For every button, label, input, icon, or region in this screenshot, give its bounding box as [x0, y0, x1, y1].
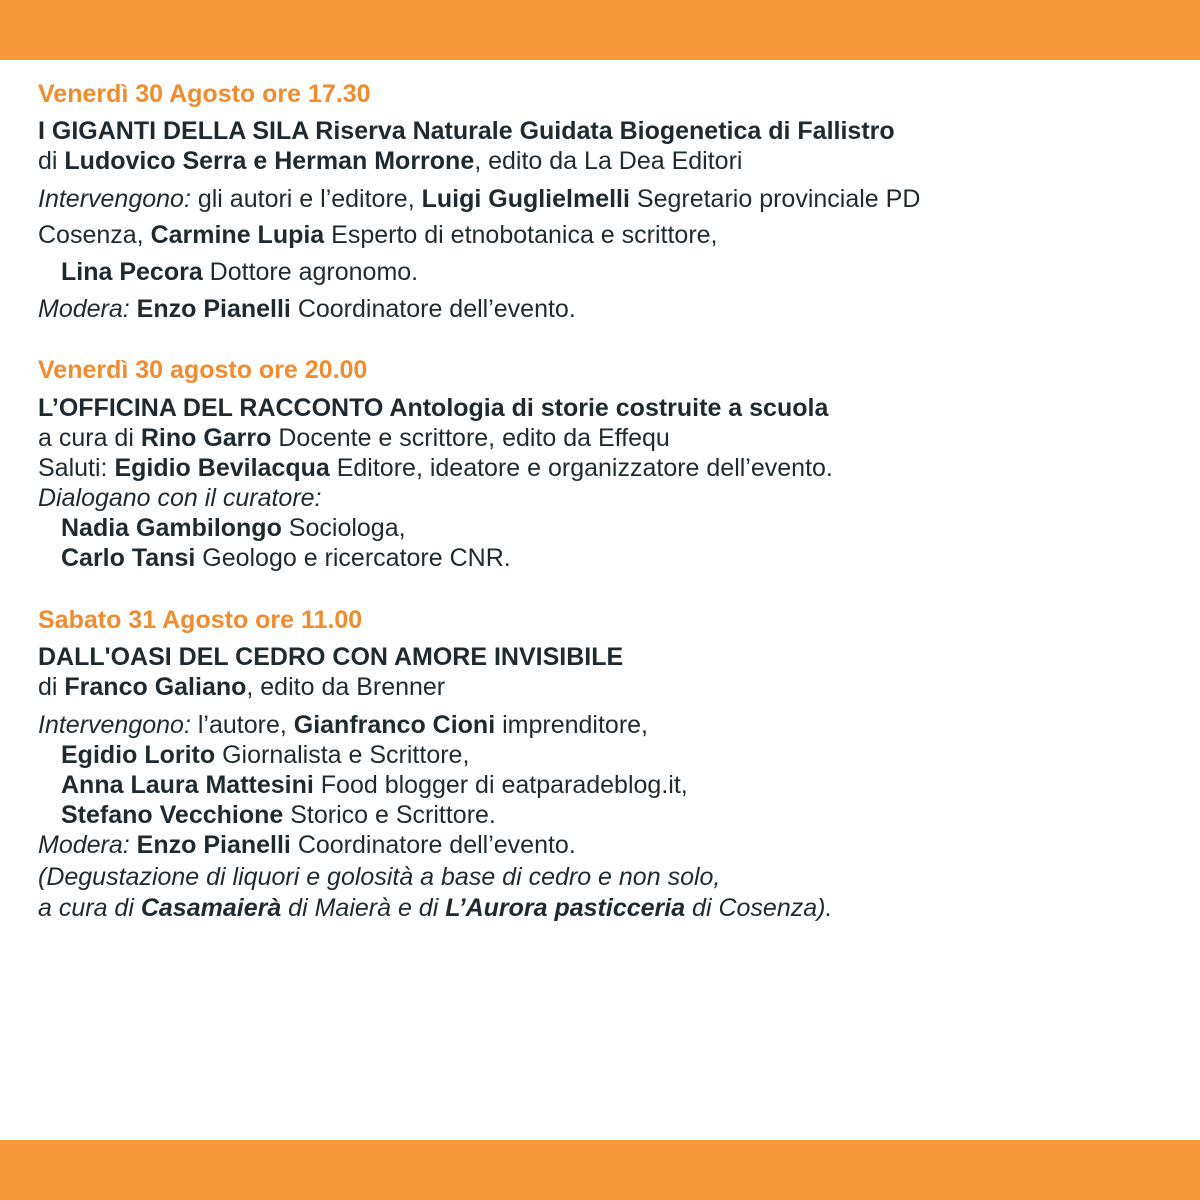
event2-dialogue-text: Dialogano con il curatore: — [38, 484, 322, 512]
event1-speaker2-name: Carmine Lupia — [150, 221, 325, 249]
event2-greetings-name: Egidio Bevilacqua — [114, 454, 330, 482]
event1-publisher: , edito da La Dea Editori — [474, 147, 743, 175]
event3-speaker3-role: Food blogger di eatparadeblog.it, — [313, 771, 688, 799]
event1-moderator-role: Coordinatore dell’evento. — [290, 295, 576, 323]
event3-moderator-label: Modera: — [38, 831, 130, 859]
event3-speaker3-name: Anna Laura Mattesini — [61, 771, 314, 799]
event1-title-text: I GIGANTI DELLA SILA Riserva Naturale Guidata Biogenetica di Fallistro — [38, 117, 895, 145]
event3-speakers-intro: l’autore, — [190, 711, 294, 739]
event2-guest2-role: Geologo e ricercatore CNR. — [195, 544, 511, 572]
event2-date: Venerdì 30 agosto ore 20.00 — [38, 356, 368, 384]
event2-title — [38, 393, 828, 423]
event1-authors-line — [38, 146, 742, 176]
event3-date: Sabato 31 Agosto ore 11.00 — [38, 606, 363, 634]
event3-note-prefix: a cura di — [38, 894, 141, 922]
event3-speaker1-role: imprenditore, — [495, 711, 649, 739]
event2-greetings-line — [38, 453, 833, 483]
event1-moderator-line — [38, 294, 576, 324]
event1-speakers-intro: gli autori e l’editore, — [190, 185, 422, 213]
event1-moderator-label: Modera: — [38, 295, 130, 323]
event3-speaker4-role: Storico e Scrittore. — [283, 801, 496, 829]
event1-title — [38, 116, 895, 146]
event3-speakers-line — [38, 710, 648, 740]
event2-greetings-role: Editore, ideatore e organizzatore dell’evento. — [329, 454, 833, 482]
event1-speaker1-role-cont: Cosenza, — [38, 221, 151, 249]
event2-guest1-line — [61, 513, 406, 543]
bottom-orange-band — [0, 1140, 1200, 1200]
event2-guest2-line — [61, 543, 511, 573]
top-orange-band — [0, 0, 1200, 60]
event1-speakers-line — [38, 184, 920, 214]
event3-note-brand1: Casamaierà — [140, 894, 282, 922]
event3-note-suffix: di Cosenza). — [685, 894, 833, 922]
event3-speaker1-name: Gianfranco Cioni — [293, 711, 496, 739]
event3-speaker2-name: Egidio Lorito — [61, 741, 216, 769]
event2-greetings-prefix: Saluti: — [38, 454, 115, 482]
event3-moderator-line — [38, 830, 576, 860]
event3-moderator-role: Coordinatore dell’evento. — [290, 831, 576, 859]
event3-speaker4-line — [61, 800, 496, 830]
event3-note-brand2: L’Aurora pasticceria — [445, 894, 686, 922]
event3-author: Franco Galiano — [64, 673, 247, 701]
event1-speaker1-name: Luigi Guglielmelli — [421, 185, 630, 213]
event2-curator-prefix: a cura di — [38, 424, 141, 452]
event1-moderator-name: Enzo Pianelli — [129, 295, 291, 323]
event2-curator-role: Docente e scrittore, edito da Effequ — [271, 424, 670, 452]
event1-by-prefix: di — [38, 147, 65, 175]
event2-guest2-name: Carlo Tansi — [61, 544, 196, 572]
event2-guest1-name: Nadia Gambilongo — [61, 514, 282, 542]
event3-note-mid: di Maierà e di — [281, 894, 446, 922]
event3-title-text: DALL'OASI DEL CEDRO CON AMORE INVISIBILE — [38, 643, 624, 671]
event1-date: Venerdì 30 Agosto ore 17.30 — [38, 80, 371, 108]
event1-speakers-line3 — [61, 257, 418, 287]
event1-speakers-line2 — [38, 220, 718, 250]
event2-curator-name: Rino Garro — [140, 424, 272, 452]
event3-moderator-name: Enzo Pianelli — [129, 831, 291, 859]
event3-speaker2-line — [61, 740, 469, 770]
event3-speakers-label: Intervengono: — [38, 711, 191, 739]
event2-dialogue-label — [38, 483, 322, 513]
event3-by-prefix: di — [38, 673, 65, 701]
event1-speaker3-name: Lina Pecora — [61, 258, 203, 286]
event1-speaker1-role: Segretario provinciale PD — [629, 185, 921, 213]
event3-note-text1: (Degustazione di liquori e golosità a base di cedro e non solo, — [38, 863, 721, 891]
event2-guest1-role: Sociologa, — [281, 514, 406, 542]
event3-author-line — [38, 672, 445, 702]
event3-note-line1 — [38, 862, 720, 892]
event1-authors: Ludovico Serra e Herman Morrone — [64, 147, 475, 175]
event3-speaker3-line — [61, 770, 688, 800]
event1-speakers-label: Intervengono: — [38, 185, 191, 213]
event1-speaker3-role: Dottore agronomo. — [202, 258, 419, 286]
event2-title-text: L’OFFICINA DEL RACCONTO Antologia di storie costruite a scuola — [38, 394, 829, 422]
event3-note-line2 — [38, 893, 832, 923]
event3-speaker4-name: Stefano Vecchione — [61, 801, 284, 829]
event3-publisher: , edito da Brenner — [246, 673, 446, 701]
event1-speaker2-role: Esperto di etnobotanica e scrittore, — [324, 221, 718, 249]
event2-curator-line — [38, 423, 670, 453]
event3-speaker2-role: Giornalista e Scrittore, — [215, 741, 470, 769]
event3-title — [38, 642, 623, 672]
